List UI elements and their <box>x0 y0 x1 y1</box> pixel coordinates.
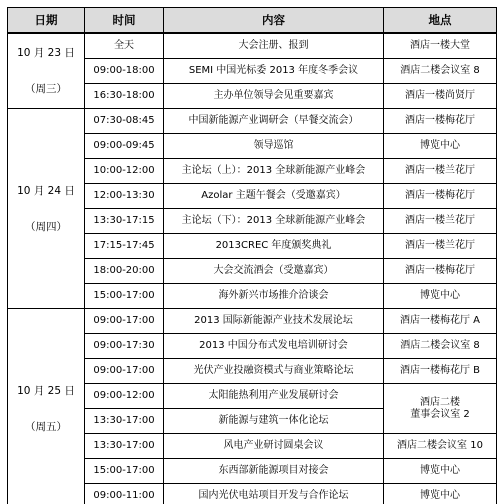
time-cell: 15:00-17:00 <box>85 284 164 309</box>
content-cell: 海外新兴市场推介洽谈会 <box>164 284 384 309</box>
venue-cell: 酒店一楼梅花厅 <box>384 109 497 134</box>
venue-cell: 酒店一楼梅花厅 A <box>384 309 497 334</box>
content-cell: 领导巡馆 <box>164 134 384 159</box>
content-cell: 大会注册、报到 <box>164 33 384 59</box>
date-label: 10 月 24 日 <box>17 184 75 197</box>
content-cell: SEMI 中国光标委 2013 年度冬季会议 <box>164 59 384 84</box>
venue-cell-merged <box>384 384 497 434</box>
venue-cell: 酒店二楼会议室 8 <box>384 334 497 359</box>
venue-cell: 酒店二楼会议室 8 <box>384 59 497 84</box>
venue-cell: 酒店一楼梅花厅 B <box>384 359 497 384</box>
venue-cell: 酒店二楼会议室 10 <box>384 434 497 459</box>
content-cell: 太阳能热利用产业发展研讨会 <box>164 384 384 409</box>
time-cell: 09:00-17:00 <box>85 359 164 384</box>
content-cell: 风电产业研讨圆桌会议 <box>164 434 384 459</box>
venue-cell: 酒店一楼兰花厅 <box>384 234 497 259</box>
time-cell: 10:00-12:00 <box>85 159 164 184</box>
time-cell: 07:30-08:45 <box>85 109 164 134</box>
venue-cell: 博览中心 <box>384 484 497 504</box>
content-cell: 大会交流酒会（受邀嘉宾） <box>164 259 384 284</box>
header-time: 时间 <box>85 8 164 34</box>
header-content: 内容 <box>164 8 384 34</box>
table-row <box>8 33 497 59</box>
venue-cell: 酒店一楼梅花厅 <box>384 184 497 209</box>
date-cell-oct25 <box>8 309 85 504</box>
date-label: 10 月 23 日 <box>17 47 75 59</box>
schedule-table <box>7 7 497 504</box>
time-cell: 全天 <box>85 33 164 59</box>
time-cell: 09:00-12:00 <box>85 384 164 409</box>
content-cell: 2013CREC 年度颁奖典礼 <box>164 234 384 259</box>
time-cell: 13:30-17:15 <box>85 209 164 234</box>
time-cell: 09:00-17:00 <box>85 309 164 334</box>
content-cell: 光伏产业投融资模式与商业策略论坛 <box>164 359 384 384</box>
venue-cell: 酒店一楼兰花厅 <box>384 159 497 184</box>
venue-cell: 博览中心 <box>384 134 497 159</box>
time-cell: 12:00-13:30 <box>85 184 164 209</box>
content-cell: 国内光伏电站项目开发与合作论坛 <box>164 484 384 504</box>
time-cell: 17:15-17:45 <box>85 234 164 259</box>
venue-cell: 酒店一楼梅花厅 <box>384 259 497 284</box>
table-row <box>8 109 497 134</box>
header-venue: 地点 <box>384 8 497 34</box>
venue-cell: 酒店一楼大堂 <box>384 33 497 59</box>
time-cell: 09:00-11:00 <box>85 484 164 504</box>
content-cell: Azolar 主题午餐会（受邀嘉宾） <box>164 184 384 209</box>
time-cell: 18:00-20:00 <box>85 259 164 284</box>
date-cell-oct23 <box>8 33 85 109</box>
venue-line: 酒店二楼 <box>420 396 460 408</box>
venue-cell: 酒店一楼尚贤厅 <box>384 84 497 109</box>
content-cell: 新能源与建筑一体化论坛 <box>164 409 384 434</box>
venue-cell: 酒店一楼兰花厅 <box>384 209 497 234</box>
date-label: 10 月 25 日 <box>17 384 75 397</box>
venue-line: 董事会议室 2 <box>410 408 470 420</box>
weekday-label: （周五） <box>25 420 67 433</box>
content-cell: 2013 中国分布式发电培训研讨会 <box>164 334 384 359</box>
time-cell: 13:30-17:00 <box>85 434 164 459</box>
venue-cell: 博览中心 <box>384 459 497 484</box>
content-cell: 中国新能源产业调研会（早餐交流会） <box>164 109 384 134</box>
table-row <box>8 309 497 334</box>
time-cell: 09:00-17:30 <box>85 334 164 359</box>
time-cell: 13:30-17:00 <box>85 409 164 434</box>
time-cell: 15:00-17:00 <box>85 459 164 484</box>
content-cell: 主论坛（下）：2013 全球新能源产业峰会 <box>164 209 384 234</box>
content-cell: 主办单位领导会见重要嘉宾 <box>164 84 384 109</box>
weekday-label: （周三） <box>25 83 67 95</box>
header-row <box>8 8 497 34</box>
date-cell-oct24 <box>8 109 85 309</box>
header-date: 日期 <box>8 8 85 34</box>
time-cell: 09:00-09:45 <box>85 134 164 159</box>
time-cell: 16:30-18:00 <box>85 84 164 109</box>
weekday-label: （周四） <box>25 220 67 233</box>
venue-cell: 博览中心 <box>384 284 497 309</box>
time-cell: 09:00-18:00 <box>85 59 164 84</box>
content-cell: 东西部新能源项目对接会 <box>164 459 384 484</box>
content-cell: 主论坛（上）：2013 全球新能源产业峰会 <box>164 159 384 184</box>
content-cell: 2013 国际新能源产业技术发展论坛 <box>164 309 384 334</box>
